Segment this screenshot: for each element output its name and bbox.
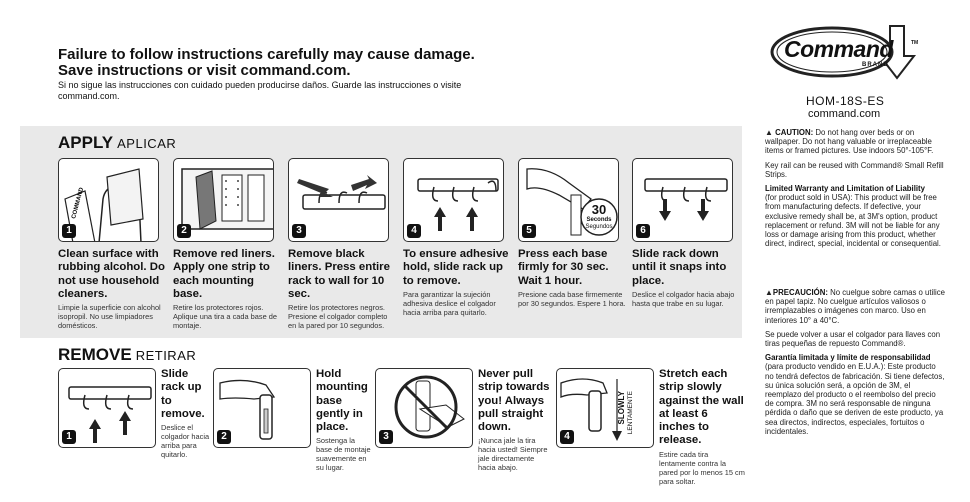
step-spanish: Limpie la superficie con alcohol isopropil. No use limpiadores domésticos. [58, 303, 161, 331]
step-number: 2 [177, 224, 191, 238]
apply-step-5-text [518, 248, 626, 308]
svg-text:COMMAND: COMMAND [71, 187, 86, 220]
step-spanish: Sostenga la base de montaje suavemente en su lugar. [316, 436, 371, 473]
step-title: Never pull strip towards you! Always pull straight down. [478, 368, 550, 434]
reuse-text: Se puede volver a usar el colgador para llaves con tiras pequeñas de repuesto Command®. [765, 329, 941, 349]
apply-heading: APPLY APLICAR [58, 133, 177, 152]
step-spanish: Estire cada tira lentamente contra la pared por lo menos 15 cm para soltar. [659, 449, 745, 486]
step-spanish: Deslice el colgador hacia arriba para quitarlo. [161, 423, 210, 460]
caution-spanish [765, 288, 945, 436]
remove-step-4-text [659, 368, 745, 486]
step-spanish: ¡Nunca jale la tira hacia usted! Siempre jale directamente hacia abajo. [478, 436, 548, 473]
step-number: 4 [560, 430, 574, 444]
warning-spanish: Si no sigue las instrucciones con cuidado pueden producirse daños. Guarde las instrucciones o visite command.com. [58, 80, 462, 101]
remove-step-3-text [478, 368, 552, 472]
warning-icon: ▲ [765, 128, 773, 137]
step-spanish: Presione cada base firmemente por 30 segundos. Espere 1 hora. [518, 289, 626, 308]
apply-step-4-image [403, 158, 504, 242]
logo-brand: BRAND [862, 62, 889, 68]
command-logo [770, 22, 925, 82]
step-number: 1 [62, 430, 76, 444]
apply-step-2-image [173, 158, 274, 242]
apply-step-4-text [403, 248, 511, 317]
warranty-text: (for product sold in USA): This product will be free from manufacturing defects. If defective, your exclusive remedy shall be, at 3M's option, product replacement or refund. 3M will not be liable for any loss or damage arising from this product, whether direct, indirect, special, incidental or consequential. [765, 193, 941, 249]
step-title: Hold mounting base gently in place. [316, 368, 368, 434]
slowly-label: SLOWLY LENTAMENTE [617, 391, 634, 435]
apply-step-6-text [632, 248, 738, 308]
step-number: 3 [292, 224, 306, 238]
warranty-title: Garantía limitada y límite de responsabilidad [765, 353, 931, 363]
remove-step-2-text [316, 368, 372, 472]
step-title: Remove black liners. Press entire rack to wall for 10 sec. [288, 248, 390, 300]
step-title: Slide rack down until it snaps into place. [632, 248, 727, 287]
step-spanish: Para garantizar la sujeción adhesiva deslice el colgador hacia arriba para quitarlo. [403, 289, 496, 317]
step-spanish: Retire los protectores rojos. Aplique una tira a cada base de montaje. [173, 303, 277, 331]
logo-tm: TM [911, 40, 919, 46]
warning-line-1: Failure to follow instructions carefully may cause damage. [58, 46, 475, 63]
step-title: Slide rack up to remove. [161, 368, 205, 420]
timer-unit: Seconds [586, 217, 612, 223]
remove-heading: REMOVE RETIRAR [58, 345, 197, 364]
remove-step-2-image [213, 368, 311, 448]
warning-line-2: Save instructions or visit command.com. [58, 62, 351, 79]
warranty-title: Limited Warranty and Limitation of Liability [765, 184, 925, 194]
remove-step-3-image [375, 368, 473, 448]
caution-english [765, 128, 945, 248]
remove-step-1-image [58, 368, 156, 448]
step-title: Clean surface with rubbing alcohol. Do not use household cleaners. [58, 248, 165, 300]
warning-icon: ▲ [765, 288, 773, 297]
apply-step-1-text [58, 248, 170, 330]
apply-step-6-image [632, 158, 733, 242]
apply-step-2-text [173, 248, 281, 330]
step-number: 2 [217, 430, 231, 444]
step-number: 6 [636, 224, 650, 238]
apply-step-5-image [518, 158, 619, 242]
timer-value: 30 [591, 202, 607, 217]
warranty-text: (para producto vendido en E.U.A.): Este producto no tendrá defectos de fabricación. Si tiene defectos, su única solución será, a opción de 3M, el reemplazo del producto o el reembolso del precio de compra. 3M no será responsable de ninguna pérdida o daño que se deriven de este producto, ya sea directos, indirectos, especiales, fortuitos o incidentales. [765, 362, 945, 436]
website: command.com [808, 108, 881, 120]
step-spanish: Deslice el colgador hacia abajo hasta que trabe en su lugar. [632, 289, 735, 308]
apply-step-3-image [288, 158, 389, 242]
logo-text: Command [784, 36, 893, 62]
remove-step-4-image [556, 368, 654, 448]
step-spanish: Retire los protectores negros. Presione el colgador completo en la pared por 10 segundos. [288, 303, 388, 331]
reuse-text: Key rail can be reused with Command® Small Refill Strips. [765, 160, 944, 179]
model-number: HOM-18S-ES [806, 94, 885, 108]
apply-step-3-text [288, 248, 396, 330]
step-title: Press each base firmly for 30 sec. Wait 1 hour. [518, 248, 609, 287]
remove-step-1-text [161, 368, 213, 459]
step-number: 3 [379, 430, 393, 444]
step-title: Remove red liners. Apply one strip to each mounting base. [173, 248, 275, 300]
caution-text: ▲PRECAUCIÓN: No cuelgue sobre camas o utilice en papel tapiz. No cuelgue artículos valiosos o irremplazables o imágenes con marco. Uso en interiores 10° a 40°C. [765, 288, 945, 325]
caution-text: ▲ CAUTION: Do not hang over beds or on wallpaper. Do not hang valuable or irreplaceable items or framed pictures. Use indoors 50°-105°F. [765, 128, 934, 156]
timer-unit-es: Segundos [585, 224, 613, 230]
step-title: Stretch each strip slowly against the wall at least 6 inches to release. [659, 368, 744, 447]
step-number: 5 [522, 224, 536, 238]
step-title: To ensure adhesive hold, slide rack up to remove. [403, 248, 509, 287]
step-number: 1 [62, 224, 76, 238]
apply-step-1-image [58, 158, 159, 242]
step-number: 4 [407, 224, 421, 238]
